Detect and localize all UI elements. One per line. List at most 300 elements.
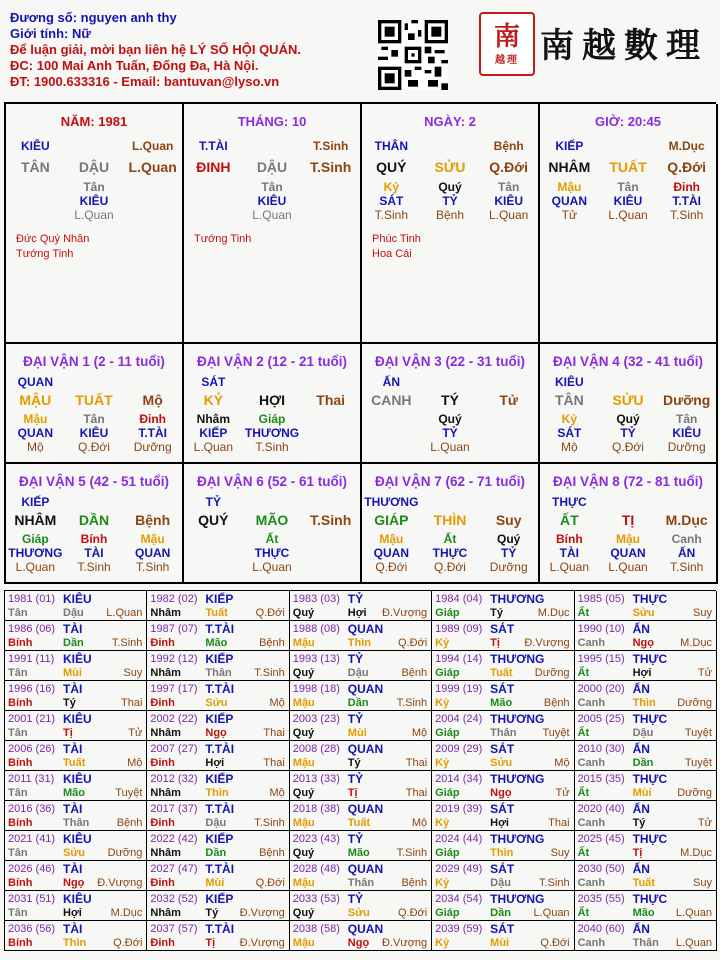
pillar-top-1 — [599, 139, 658, 153]
year-stem: Tân — [8, 847, 28, 859]
year-stem: Đinh — [150, 817, 175, 829]
pillar-hidden-star-1: KIÊU — [613, 194, 643, 208]
year-stem: Mậu — [292, 937, 315, 949]
year-star: KIẾP — [205, 832, 234, 846]
dai-van-top — [6, 495, 182, 509]
year-stage: Thai — [263, 727, 285, 739]
year-stem: Đinh — [150, 757, 175, 769]
pillar-hidden-star-2 — [123, 194, 182, 208]
pillar-hidden-stage-2: L.Quan — [488, 208, 529, 222]
pillar-stem-branch — [184, 159, 360, 176]
year-cell — [147, 801, 289, 831]
year-label: 2027 (47) — [150, 863, 198, 875]
four-pillars-grid — [4, 102, 716, 344]
dai-van-hidden-star-0: QUAN — [373, 546, 409, 560]
dai-van-stem-branch-1: TỊ — [621, 512, 635, 528]
pillar-hidden-stem — [540, 180, 716, 194]
year-cell — [432, 771, 574, 801]
pillar-hidden-stem — [184, 180, 360, 194]
year-label: 1986 (06) — [8, 623, 56, 635]
year-label: 2021 (41) — [8, 833, 56, 845]
year-branch: Tị — [490, 637, 500, 649]
year-branch: Sửu — [490, 757, 513, 769]
dai-van-stem-branch — [362, 392, 538, 409]
year-stem: Ất — [577, 847, 590, 859]
brand-logo: 南越數理 — [540, 26, 708, 66]
year-stem: Ất — [577, 787, 590, 799]
year-stage: Tử — [697, 667, 712, 679]
year-stem: Tân — [8, 667, 28, 679]
dai-van-stem-branch — [540, 392, 716, 409]
dai-van-stem-branch-2: Mộ — [142, 392, 163, 408]
dai-van-top-2 — [657, 375, 716, 389]
year-stage: Bệnh — [259, 637, 285, 649]
year-stage: Đ.Vượng — [524, 637, 570, 649]
dai-van-hidden-stem-1: Quý — [616, 412, 640, 426]
dai-van-hidden-star-2: T.TÀI — [138, 426, 167, 440]
year-label: 2030 (50) — [577, 863, 625, 875]
year-stem: Nhâm — [150, 667, 181, 679]
dai-van-top-0: THƯƠNG — [364, 495, 419, 509]
pillar-hidden-stem-2 — [301, 180, 360, 194]
year-branch: Mão — [63, 787, 85, 799]
pillar-hidden-stem-0 — [184, 180, 243, 194]
year-label: 1991 (11) — [8, 653, 55, 665]
year-star: THỰC — [632, 652, 668, 666]
year-cell — [147, 861, 289, 891]
dai-van-stage-0: L.Quan — [193, 440, 234, 454]
year-stem: Bính — [8, 817, 33, 829]
dai-van-stage-1: Q.Đới — [78, 440, 110, 454]
year-label: 1981 (01) — [8, 593, 56, 605]
year-cell — [575, 681, 717, 711]
year-stem: Nhâm — [150, 727, 181, 739]
year-cell — [290, 921, 432, 951]
pillar-stem-branch — [6, 159, 182, 176]
dai-van-stem-branch-0: GIÁP — [374, 512, 409, 528]
year-label: 2020 (40) — [577, 803, 625, 815]
pillar-top — [362, 139, 538, 153]
year-stem: Quý — [292, 847, 315, 859]
year-stem: Giáp — [435, 667, 460, 679]
dai-van-top-1 — [243, 375, 302, 389]
year-label: 2003 (23) — [292, 713, 340, 725]
year-label: 2002 (22) — [150, 713, 198, 725]
dai-van-hidden-star-2 — [301, 546, 360, 560]
year-stage: Suy — [692, 607, 712, 619]
pillar-cell — [362, 104, 540, 344]
pillar-hidden-stage-2: T.Sinh — [669, 208, 704, 222]
dai-van-top-2 — [123, 375, 182, 389]
year-stage: Suy — [550, 847, 570, 859]
pillar-hidden-stage-0: T.Sinh — [374, 208, 408, 222]
year-label: 1985 (05) — [577, 593, 625, 605]
year-stage: Bệnh — [543, 697, 570, 709]
dai-van-stage-0 — [362, 440, 421, 454]
dai-van-top-0: THỰC — [552, 495, 587, 509]
year-stem: Tân — [8, 607, 28, 619]
pillar-top-1 — [421, 139, 480, 153]
year-stage: Bệnh — [259, 847, 285, 859]
year-star: KIÊU — [63, 832, 92, 846]
year-stage: Dưỡng — [534, 667, 570, 679]
year-stage: Tuyệt — [684, 727, 712, 739]
year-branch: Tuất — [632, 877, 655, 889]
year-cell — [5, 891, 147, 921]
year-star: SÁT — [490, 622, 515, 636]
year-branch: Dần — [63, 637, 84, 649]
year-branch: Ngọ — [205, 727, 227, 739]
year-cell — [290, 831, 432, 861]
year-stage: Đ.Vượng — [97, 877, 143, 889]
dai-van-hidden-star-2: TỶ — [500, 546, 517, 560]
year-stem: Canh — [577, 637, 606, 649]
dai-van-top-0: KIÊU — [554, 375, 584, 389]
dai-van-stage-0: L.Quan — [549, 560, 590, 574]
pillar-stem-branch-1: DẬU — [256, 159, 288, 175]
year-star: ẤN — [632, 922, 650, 936]
year-star: ẤN — [632, 802, 650, 816]
dai-van-hidden-star-1: THƯƠNG — [244, 426, 300, 440]
year-stem: Quý — [292, 787, 315, 799]
year-star: TÀI — [63, 802, 83, 816]
pillar-title: NĂM: 1981 — [60, 114, 128, 129]
year-star: QUAN — [347, 802, 384, 816]
year-stage: Thai — [405, 787, 428, 799]
dai-van-stem-branch-2: Dưỡng — [663, 392, 711, 408]
dai-van-hidden-stem-1: Tân — [83, 412, 105, 426]
dai-van-stem-branch-1: DẦN — [78, 512, 110, 528]
dai-van-hidden-stem-0: Mậu — [23, 412, 48, 426]
dai-van-hidden-star — [184, 546, 360, 560]
year-branch: Thân — [632, 937, 659, 949]
dai-van-top-2 — [657, 495, 716, 509]
year-cell — [290, 801, 432, 831]
pillar-top-0: KIÊU — [20, 139, 50, 153]
pillar-hidden-stem-1: Tân — [617, 180, 639, 194]
pillar-hidden-star — [540, 194, 716, 208]
year-label: 2013 (33) — [292, 773, 340, 785]
year-cell — [432, 831, 574, 861]
pillar-stem-branch-2: L.Quan — [128, 159, 177, 175]
dai-van-top-1 — [65, 495, 124, 509]
dai-van-hidden-stem-1: Quý — [438, 412, 462, 426]
year-stem: Đinh — [150, 877, 175, 889]
pillar-hidden-star — [184, 194, 360, 208]
dai-van-cell — [362, 464, 540, 584]
dai-van-title: ĐẠI VẬN 8 (72 - 81 tuổi) — [552, 474, 704, 489]
year-cell — [432, 591, 574, 621]
year-branch: Tị — [63, 727, 73, 739]
pillar-hidden-stage-0 — [184, 208, 243, 222]
year-cell — [432, 801, 574, 831]
qr-code-icon[interactable] — [378, 20, 448, 90]
contact-line-1: Để luận giải, mời bạn liên hệ LÝ SỐ HỘI QUÁN. — [10, 42, 301, 57]
year-label: 2009 (29) — [435, 743, 483, 755]
year-branch: Thân — [205, 667, 232, 679]
year-label: 2006 (26) — [8, 743, 56, 755]
year-branch: Dần — [490, 907, 511, 919]
dai-van-hidden-stem-0: Bính — [555, 532, 583, 546]
dai-van-hidden-star — [540, 546, 716, 560]
year-label: 2017 (37) — [150, 803, 198, 815]
pillar-note: Đức Quý Nhân — [16, 233, 90, 245]
pillar-notes — [372, 232, 421, 262]
year-branch: Thân — [63, 817, 90, 829]
year-branch: Mùi — [347, 727, 367, 739]
year-label: 1984 (04) — [435, 593, 483, 605]
year-stage: M.Dục — [537, 607, 570, 619]
dai-van-hidden-star — [6, 426, 182, 440]
year-branch: Thân — [347, 877, 375, 889]
year-label: 2001 (21) — [8, 713, 56, 725]
dai-van-hidden-stem-0 — [362, 412, 421, 426]
year-branch: Tý — [63, 697, 76, 709]
dai-van-hidden-star-1: THỰC — [432, 546, 468, 560]
year-stem: Giáp — [435, 907, 460, 919]
dai-van-cell — [540, 344, 718, 464]
year-stage: Đ.Vượng — [239, 907, 285, 919]
pillar-hidden-star — [6, 194, 182, 208]
year-cell — [290, 621, 432, 651]
pillar-stem-branch-1: DẬU — [78, 159, 110, 175]
year-stage: Dưỡng — [107, 847, 143, 859]
pillar-hidden-stem-1: Tân — [261, 180, 283, 194]
dai-van-stage-1: Q.Đới — [612, 440, 644, 454]
year-label: 1983 (03) — [292, 593, 340, 605]
dai-van-stage-2 — [479, 440, 538, 454]
year-cell — [432, 741, 574, 771]
dai-van-stem-branch-1: THÌN — [433, 512, 467, 528]
dai-van-top — [6, 375, 182, 389]
year-stage: T.Sinh — [396, 847, 428, 859]
pillar-hidden-stage-1: L.Quan — [252, 208, 292, 222]
year-label: 1990 (10) — [577, 623, 625, 635]
year-star: ẤN — [632, 622, 650, 636]
dai-van-cell — [540, 464, 718, 584]
year-label: 1989 (09) — [435, 623, 483, 635]
year-cell — [290, 771, 432, 801]
year-stem: Đinh — [150, 697, 175, 709]
dai-van-hidden-star-0 — [184, 546, 243, 560]
year-label: 2018 (38) — [292, 803, 340, 815]
pillar-hidden-stem-1: Quý — [438, 180, 462, 194]
annual-luck-table — [4, 590, 716, 951]
year-cell — [147, 681, 289, 711]
year-stem: Bính — [8, 937, 33, 949]
year-cell — [147, 921, 289, 951]
year-stage: Đ.Vượng — [382, 937, 428, 949]
pillar-top-1 — [243, 139, 302, 153]
pillar-top — [6, 139, 182, 153]
dai-van-top-1 — [65, 375, 124, 389]
pillar-stem-branch-2: Q.Đới — [489, 159, 529, 175]
year-star: THƯƠNG — [490, 592, 545, 606]
pillar-stem-branch-2: T.Sinh — [310, 159, 352, 175]
dai-van-top-0: ẤN — [382, 375, 400, 389]
dai-van-stem-branch-1: TUẤT — [75, 392, 113, 408]
year-star: TÀI — [63, 622, 83, 636]
dai-van-stem-branch — [362, 512, 538, 529]
year-cell — [5, 921, 147, 951]
year-cell — [575, 831, 717, 861]
dai-van-top-2 — [123, 495, 182, 509]
year-star: T.TÀI — [205, 622, 235, 636]
year-branch: Tuất — [63, 757, 86, 769]
year-branch: Dậu — [347, 667, 369, 679]
year-label: 2007 (27) — [150, 743, 198, 755]
dai-van-hidden-star-0: TÀI — [559, 546, 579, 560]
pillar-stem-branch — [362, 159, 538, 176]
dai-van-title: ĐẠI VẬN 6 (52 - 61 tuổi) — [196, 474, 348, 489]
dai-van-stage-0 — [184, 560, 243, 574]
year-label: 2005 (25) — [577, 713, 625, 725]
dai-van-stage-0: Q.Đới — [375, 560, 408, 574]
year-star: SÁT — [490, 922, 515, 936]
year-stem: Bính — [8, 757, 33, 769]
year-label: 2022 (42) — [150, 833, 198, 845]
pillar-title: NGÀY: 2 — [424, 114, 476, 129]
year-cell — [575, 891, 717, 921]
year-star: ẤN — [632, 862, 650, 876]
dai-van-hidden-stem-0: Nhâm — [196, 412, 230, 426]
year-star: T.TÀI — [205, 862, 235, 876]
year-stem: Tân — [8, 727, 28, 739]
dai-van-hidden-star — [362, 546, 538, 560]
year-branch: Tị — [347, 787, 358, 799]
year-cell — [290, 861, 432, 891]
pillar-cell — [6, 104, 184, 344]
dai-van-stage-2: Dưỡng — [667, 440, 706, 454]
pillar-hidden-stage — [6, 208, 182, 222]
year-label: 2029 (49) — [435, 863, 483, 875]
year-label: 2011 (31) — [8, 773, 55, 785]
pillar-hidden-stage-1: Bệnh — [435, 208, 464, 222]
pillar-stem-branch — [540, 159, 716, 176]
year-cell — [5, 681, 147, 711]
year-stage: Tử — [128, 727, 143, 739]
pillar-notes — [194, 232, 251, 247]
pillar-hidden-star-2: T.TÀI — [672, 194, 701, 208]
year-stage: Mộ — [554, 757, 570, 769]
year-stage: M.Dục — [110, 907, 143, 919]
year-branch: Sửu — [63, 847, 86, 859]
year-stage: Q.Đới — [540, 937, 570, 949]
dai-van-hidden-stem — [6, 412, 182, 426]
year-stem: Giáp — [435, 727, 460, 739]
year-stem: Mậu — [292, 817, 315, 829]
year-cell — [5, 741, 147, 771]
dai-van-hidden-stem-0: Giáp — [21, 532, 49, 546]
year-stage: Mộ — [269, 697, 285, 709]
pillar-top-2: Bệnh — [493, 139, 524, 153]
pillar-hidden-stem-2 — [123, 180, 182, 194]
dai-van-cell — [184, 464, 362, 584]
year-label: 2031 (51) — [8, 893, 56, 905]
pillar-stem-branch-0: TÂN — [20, 159, 50, 175]
year-label: 1999 (19) — [435, 683, 483, 695]
year-star: TỶ — [347, 712, 364, 726]
year-cell — [575, 921, 717, 951]
year-cell — [575, 771, 717, 801]
year-stage: Mộ — [127, 757, 143, 769]
year-stem: Quý — [292, 607, 315, 619]
dai-van-hidden-stem-2 — [301, 412, 360, 426]
dai-van-stage-2: Dưỡng — [133, 440, 172, 454]
dai-van-hidden-stem — [540, 412, 716, 426]
year-stem: Bính — [8, 697, 33, 709]
dai-van-hidden-star-2 — [479, 426, 538, 440]
dai-van-hidden-star-2: QUAN — [134, 546, 171, 560]
dai-van-top-2 — [301, 495, 360, 509]
pillar-cell — [540, 104, 718, 344]
year-stem: Tân — [8, 787, 28, 799]
year-cell — [5, 771, 147, 801]
year-stem: Canh — [577, 937, 606, 949]
pillar-stem-branch-0: QUÝ — [376, 159, 407, 175]
year-star: SÁT — [490, 862, 515, 876]
year-label: 2008 (28) — [292, 743, 340, 755]
year-stage: Suy — [123, 667, 143, 679]
year-stage: L.Quan — [106, 607, 143, 619]
pillar-hidden-star-1: TỶ — [442, 194, 458, 208]
dai-van-cell — [6, 344, 184, 464]
pillar-notes — [16, 232, 89, 262]
year-star: KIÊU — [63, 592, 92, 606]
year-cell — [290, 891, 432, 921]
dai-van-top-1 — [599, 375, 658, 389]
year-label: 2034 (54) — [435, 893, 483, 905]
pillar-note: Hoa Cái — [372, 248, 412, 260]
dai-van-hidden-star-1: TÀI — [84, 546, 104, 560]
dai-van-hidden-stem-1: Bính — [80, 532, 108, 546]
year-cell — [5, 621, 147, 651]
dai-van-cell — [6, 464, 184, 584]
year-star: SÁT — [490, 742, 515, 756]
dai-van-hidden-stem — [540, 532, 716, 546]
year-stem: Mậu — [292, 877, 315, 889]
pillar-stem-branch-1: SỬU — [434, 159, 466, 175]
year-star: KIẾP — [205, 652, 234, 666]
dai-van-stage — [362, 560, 538, 574]
year-stage: L.Quan — [533, 907, 570, 919]
year-star: T.TÀI — [205, 802, 235, 816]
year-cell — [5, 831, 147, 861]
year-star: SÁT — [490, 682, 515, 696]
contact-line-2: ĐC: 100 Mai Anh Tuấn, Đống Đa, Hà Nội. — [10, 58, 259, 73]
year-stem: Ất — [577, 727, 590, 739]
year-star: TỶ — [347, 832, 364, 846]
year-label: 2026 (46) — [8, 863, 56, 875]
year-cell — [432, 711, 574, 741]
dai-van-hidden-stem — [6, 532, 182, 546]
year-star: KIÊU — [63, 712, 92, 726]
year-branch: Thân — [490, 727, 517, 739]
year-stage: Q.Đới — [255, 607, 285, 619]
dai-van-hidden-star-2: ẤN — [677, 546, 696, 560]
year-stem: Quý — [292, 907, 315, 919]
dai-van-hidden-stem-2: Tân — [675, 412, 698, 426]
year-label: 2023 (43) — [292, 833, 340, 845]
pillar-hidden-stage-2 — [301, 208, 360, 222]
year-cell — [290, 591, 432, 621]
year-stage: T.Sinh — [396, 697, 428, 709]
dai-van-top-0: TỶ — [205, 495, 221, 509]
year-label: 2025 (45) — [577, 833, 625, 845]
dai-van-hidden-star — [540, 426, 716, 440]
year-label: 2015 (35) — [577, 773, 625, 785]
dai-van-top-0: SÁT — [201, 375, 226, 389]
